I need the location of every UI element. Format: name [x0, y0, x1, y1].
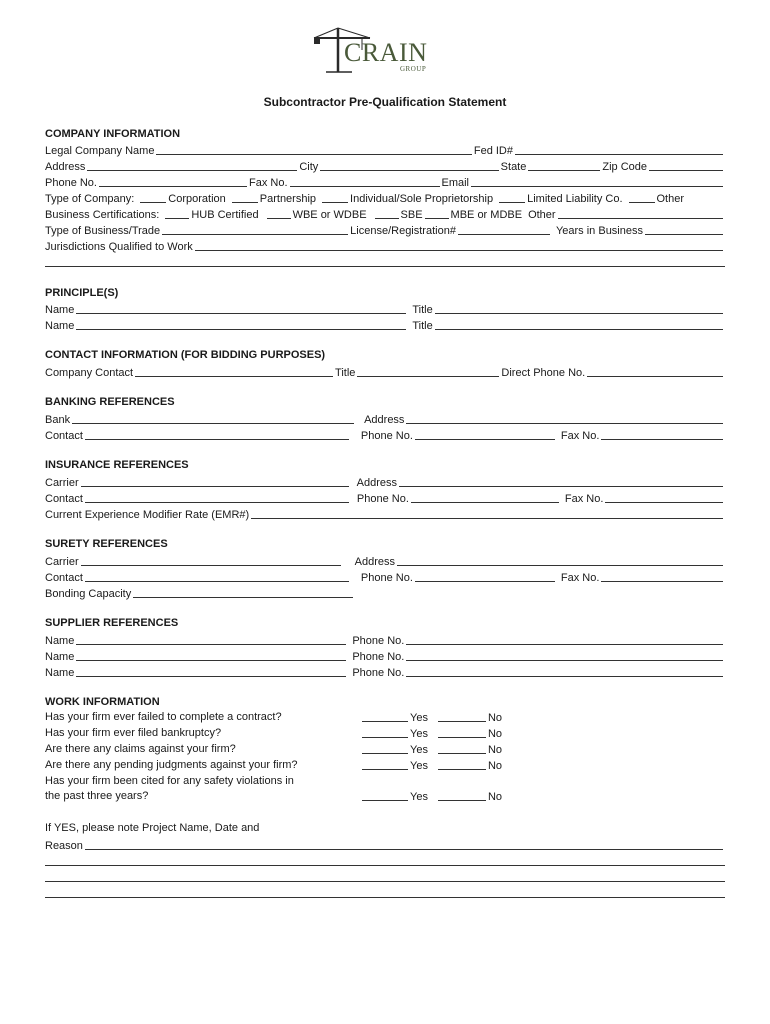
no-label: No — [487, 760, 503, 772]
work-heading: WORK INFORMATION — [45, 696, 160, 708]
type-llc-label: Limited Liability Co. — [527, 193, 623, 205]
supplier-row-3 — [45, 664, 725, 679]
answer-row-5 — [362, 788, 502, 803]
no-label: No — [487, 791, 503, 803]
yes-blank-2[interactable] — [362, 727, 408, 738]
years-label: Years in Business — [555, 225, 643, 237]
contact-row — [45, 364, 725, 379]
insurance-carrier-label: Carrier — [45, 477, 79, 489]
cert-other-label: Other — [528, 209, 556, 221]
supplier-row-2 — [45, 648, 725, 663]
email-label: Email — [441, 177, 470, 189]
principal-title-label: Title — [412, 304, 433, 316]
bonding-row — [45, 585, 355, 600]
email-field[interactable] — [471, 176, 723, 187]
supplier-row-1 — [45, 632, 725, 647]
supplier-phone-field-2[interactable] — [406, 650, 723, 661]
address-field[interactable] — [87, 160, 297, 171]
emr-field[interactable] — [251, 508, 723, 519]
yes-blank-5[interactable] — [362, 790, 408, 801]
answer-row-3 — [362, 741, 502, 756]
crain-group-logo — [312, 24, 432, 76]
supplier-name-label: Name — [45, 635, 75, 647]
principal-name-label: Name — [45, 304, 75, 316]
city-label: City — [299, 161, 319, 173]
cert-mbe-check[interactable] — [425, 208, 449, 219]
question-failed-contract: Has your firm ever failed to complete a contract? — [45, 711, 282, 723]
principal-row-2 — [45, 317, 725, 332]
company-contact-field[interactable] — [135, 366, 333, 377]
question-safety-line-1: Has your firm been cited for any safety violations in — [45, 775, 294, 787]
bank-field[interactable] — [72, 413, 354, 424]
reason-field[interactable] — [85, 839, 723, 850]
insurance-heading: INSURANCE REFERENCES — [45, 459, 189, 471]
bank-phone-field[interactable] — [415, 429, 555, 440]
logo-subtitle: GROUP — [400, 65, 427, 73]
city-field[interactable] — [320, 160, 498, 171]
reason-line-2[interactable] — [45, 865, 725, 866]
bank-address-label: Address — [364, 414, 405, 426]
yes-label: Yes — [410, 744, 428, 756]
supplier-name-label: Name — [45, 667, 75, 679]
bank-label: Bank — [45, 414, 71, 426]
insurance-address-label: Address — [356, 477, 397, 489]
state-field[interactable] — [528, 160, 600, 171]
principal-title-label: Title — [412, 320, 433, 332]
trade-label: Type of Business/Trade — [45, 225, 161, 237]
cert-hub-check[interactable] — [165, 208, 189, 219]
type-partnership-check[interactable] — [232, 192, 258, 203]
direct-phone-field[interactable] — [587, 366, 723, 377]
yes-blank-3[interactable] — [362, 743, 408, 754]
answer-row-1 — [362, 709, 502, 724]
principal-name-field-1[interactable] — [76, 303, 406, 314]
supplier-phone-field-1[interactable] — [406, 634, 723, 645]
bank-address-field[interactable] — [406, 413, 723, 424]
question-bankruptcy: Has your firm ever filed bankruptcy? — [45, 727, 222, 739]
zip-field[interactable] — [649, 160, 723, 171]
cert-hub-label: HUB Certified — [191, 209, 259, 221]
supplier-phone-label: Phone No. — [352, 635, 405, 647]
fax-field[interactable] — [290, 176, 440, 187]
reason-row — [45, 837, 725, 852]
contact-title-label: Title — [335, 367, 356, 379]
surety-contact-field[interactable] — [85, 571, 349, 582]
yes-label: Yes — [410, 760, 428, 772]
license-label: License/Registration# — [350, 225, 456, 237]
insurance-contact-field[interactable] — [85, 492, 349, 503]
type-sole-label: Individual/Sole Proprietorship — [350, 193, 494, 205]
fed-id-field[interactable] — [515, 144, 723, 155]
fed-id-label: Fed ID# — [473, 145, 513, 157]
logo-wordmark: CRAIN — [344, 38, 428, 67]
zip-label: Zip Code — [602, 161, 647, 173]
trade-row — [45, 222, 725, 237]
company-heading: COMPANY INFORMATION — [45, 128, 181, 140]
phone-row — [45, 174, 725, 189]
principal-title-field-1[interactable] — [435, 303, 723, 314]
no-label: No — [487, 744, 503, 756]
surety-fax-label: Fax No. — [560, 572, 600, 584]
cert-other-field[interactable] — [558, 208, 723, 219]
certifications-row — [45, 206, 725, 221]
reason-line-4[interactable] — [45, 897, 725, 898]
insurance-carrier-row — [45, 474, 725, 489]
principal-name-field-2[interactable] — [76, 319, 406, 330]
surety-phone-field[interactable] — [415, 571, 555, 582]
legal-name-row — [45, 142, 725, 157]
cert-sbe-label: SBE — [400, 209, 423, 221]
jurisdictions-field[interactable] — [195, 240, 723, 251]
company-type-label: Type of Company: — [45, 193, 135, 205]
bonding-field[interactable] — [133, 587, 353, 598]
supplier-phone-label: Phone No. — [352, 667, 405, 679]
if-yes-note: If YES, please note Project Name, Date and — [45, 822, 260, 834]
insurance-address-field[interactable] — [399, 476, 723, 487]
emr-label: Current Experience Modifier Rate (EMR#) — [45, 509, 250, 521]
bank-fax-field[interactable] — [601, 429, 723, 440]
contact-heading: CONTACT INFORMATION (FOR BIDDING PURPOSES) — [45, 349, 326, 361]
answer-row-4 — [362, 757, 502, 772]
yes-blank-1[interactable] — [362, 711, 408, 722]
question-judgments: Are there any pending judgments against your firm? — [45, 759, 298, 771]
jurisdictions-label: Jurisdictions Qualified to Work — [45, 241, 193, 253]
direct-phone-label: Direct Phone No. — [501, 367, 586, 379]
surety-fax-field[interactable] — [601, 571, 723, 582]
surety-carrier-field[interactable] — [81, 555, 341, 566]
no-blank-5[interactable] — [438, 790, 486, 801]
emr-row — [45, 506, 725, 521]
type-sole-check[interactable] — [322, 192, 348, 203]
trade-field[interactable] — [162, 224, 348, 235]
type-llc-check[interactable] — [499, 192, 525, 203]
legal-name-label: Legal Company Name — [45, 145, 155, 157]
company-type-row — [45, 190, 725, 205]
company-contact-label: Company Contact — [45, 367, 134, 379]
bank-contact-label: Contact — [45, 430, 83, 442]
reason-label: Reason — [45, 840, 83, 852]
no-blank-1[interactable] — [438, 711, 486, 722]
type-other-check[interactable] — [629, 192, 655, 203]
jurisdictions-row — [45, 238, 725, 253]
address-label: Address — [45, 161, 86, 173]
yes-label: Yes — [410, 712, 428, 724]
question-claims: Are there any claims against your firm? — [45, 743, 236, 755]
surety-address-field[interactable] — [397, 555, 723, 566]
certifications-label: Business Certifications: — [45, 209, 160, 221]
cert-wbe-label: WBE or WDBE — [292, 209, 367, 221]
yes-label: Yes — [410, 791, 428, 803]
yes-blank-4[interactable] — [362, 759, 408, 770]
license-field[interactable] — [458, 224, 550, 235]
years-field[interactable] — [645, 224, 723, 235]
legal-name-field[interactable] — [156, 144, 471, 155]
supplier-heading: SUPPLIER REFERENCES — [45, 617, 179, 629]
insurance-carrier-field[interactable] — [81, 476, 349, 487]
surety-phone-label: Phone No. — [360, 572, 413, 584]
insurance-contact-row — [45, 490, 725, 505]
address-row — [45, 158, 725, 173]
bank-phone-label: Phone No. — [360, 430, 413, 442]
surety-contact-label: Contact — [45, 572, 83, 584]
state-label: State — [500, 161, 527, 173]
supplier-name-field-1[interactable] — [76, 634, 346, 645]
supplier-phone-field-3[interactable] — [406, 666, 723, 677]
principal-row-1 — [45, 301, 725, 316]
no-blank-4[interactable] — [438, 759, 486, 770]
type-other-label: Other — [656, 193, 685, 205]
jurisdictions-line-2[interactable] — [45, 266, 725, 267]
bank-fax-label: Fax No. — [560, 430, 600, 442]
surety-carrier-label: Carrier — [45, 556, 79, 568]
type-partnership-label: Partnership — [259, 193, 317, 205]
supplier-name-label: Name — [45, 651, 75, 663]
answer-row-2 — [362, 725, 502, 740]
reason-line-3[interactable] — [45, 881, 725, 882]
principals-heading: PRINCIPLE(S) — [45, 287, 119, 299]
bank-row — [45, 411, 725, 426]
supplier-name-field-2[interactable] — [76, 650, 346, 661]
banking-heading: BANKING REFERENCES — [45, 396, 175, 408]
surety-carrier-row — [45, 553, 725, 568]
principal-name-label: Name — [45, 320, 75, 332]
surety-heading: SURETY REFERENCES — [45, 538, 168, 550]
type-corporation-label: Corporation — [168, 193, 226, 205]
cert-mbe-label: MBE or MDBE — [450, 209, 523, 221]
bonding-label: Bonding Capacity — [45, 588, 132, 600]
yes-label: Yes — [410, 728, 428, 740]
bank-contact-row — [45, 427, 725, 442]
insurance-fax-field[interactable] — [605, 492, 723, 503]
type-corporation-check[interactable] — [140, 192, 166, 203]
no-label: No — [487, 728, 503, 740]
cert-wbe-check[interactable] — [267, 208, 291, 219]
no-blank-2[interactable] — [438, 727, 486, 738]
question-safety-line-2: the past three years? — [45, 790, 149, 802]
supplier-phone-label: Phone No. — [352, 651, 405, 663]
no-blank-3[interactable] — [438, 743, 486, 754]
page-title: Subcontractor Pre-Qualification Statement — [263, 95, 507, 109]
supplier-name-field-3[interactable] — [76, 666, 346, 677]
surety-contact-row — [45, 569, 725, 584]
surety-address-label: Address — [354, 556, 395, 568]
fax-label: Fax No. — [248, 177, 288, 189]
bank-contact-field[interactable] — [85, 429, 349, 440]
contact-title-field[interactable] — [357, 366, 499, 377]
insurance-phone-label: Phone No. — [356, 493, 409, 505]
phone-field[interactable] — [99, 176, 247, 187]
insurance-contact-label: Contact — [45, 493, 83, 505]
insurance-phone-field[interactable] — [411, 492, 559, 503]
no-label: No — [487, 712, 503, 724]
principal-title-field-2[interactable] — [435, 319, 723, 330]
insurance-fax-label: Fax No. — [564, 493, 604, 505]
cert-sbe-check[interactable] — [375, 208, 399, 219]
phone-label: Phone No. — [45, 177, 97, 189]
